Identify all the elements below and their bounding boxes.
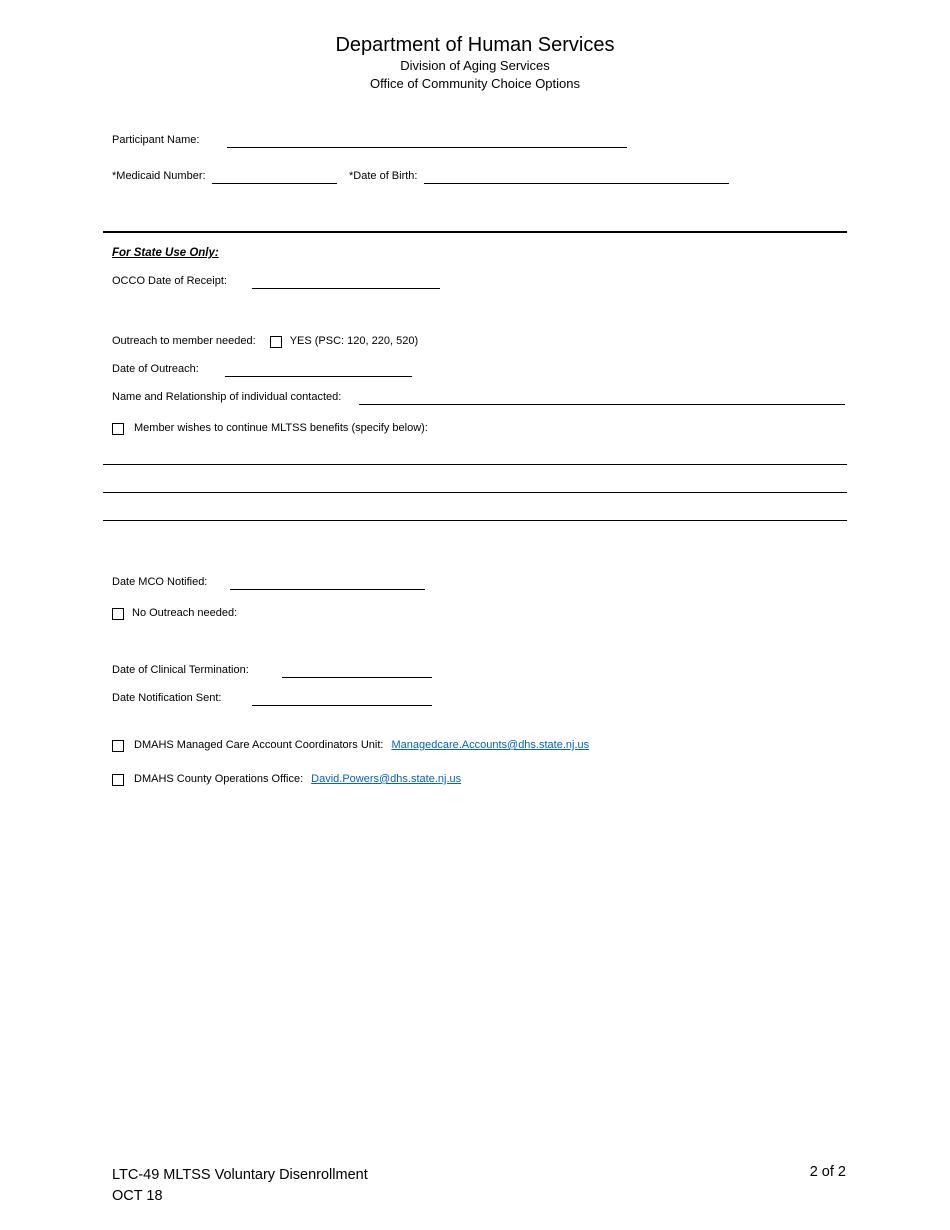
member-wishes-row: [112, 421, 428, 436]
medicaid-number-label: *Medicaid Number:: [112, 170, 206, 182]
date-notification-sent-field[interactable]: [252, 692, 432, 706]
no-outreach-label: No Outreach needed:: [132, 607, 238, 619]
date-of-birth-field[interactable]: [424, 170, 729, 184]
no-outreach-row: [112, 606, 237, 621]
dmahs-county-ops-label: DMAHS County Operations Office:: [134, 773, 304, 785]
date-clinical-termination-label: Date of Clinical Termination:: [112, 664, 249, 676]
occo-receipt-label: OCCO Date of Receipt:: [112, 275, 227, 287]
section-divider: [103, 231, 847, 233]
state-use-heading-row: [112, 246, 219, 261]
contact-row: [112, 390, 845, 405]
contact-label: Name and Relationship of individual contacted:: [112, 391, 342, 403]
date-mco-notified-field[interactable]: [230, 576, 425, 590]
specify-writein-line-3[interactable]: [103, 520, 847, 522]
participant-name-row: [112, 133, 627, 148]
footer-page-indicator: 2 of 2: [809, 1164, 846, 1180]
specify-writein-line-2[interactable]: [103, 492, 847, 494]
dmahs-county-ops-row: [112, 772, 461, 787]
date-notification-sent-label: Date Notification Sent:: [112, 692, 222, 704]
contact-field[interactable]: [359, 391, 845, 405]
dmahs-managed-care-row: [112, 738, 589, 753]
office-subtitle: Office of Community Choice Options: [369, 76, 580, 91]
date-of-birth-label: *Date of Birth:: [349, 170, 418, 182]
occo-receipt-row: [112, 274, 440, 289]
state-use-heading: For State Use Only:: [112, 247, 219, 259]
footer-revision-date: OCT 18: [112, 1188, 163, 1204]
dmahs-managed-care-checkbox[interactable]: [112, 740, 124, 752]
footer-form-info: [112, 1165, 368, 1207]
participant-name-field[interactable]: [227, 134, 627, 148]
date-clinical-termination-field[interactable]: [282, 664, 432, 678]
date-of-outreach-field[interactable]: [225, 363, 412, 377]
dmahs-county-ops-checkbox[interactable]: [112, 774, 124, 786]
date-mco-notified-label: Date MCO Notified:: [112, 576, 208, 588]
member-wishes-label: Member wishes to continue MLTSS benefits (specify below):: [134, 422, 428, 434]
occo-receipt-field[interactable]: [252, 275, 440, 289]
member-wishes-checkbox[interactable]: [112, 423, 124, 435]
outreach-yes-label: YES (PSC: 120, 220, 520): [289, 335, 419, 347]
outreach-yes-checkbox[interactable]: [270, 336, 282, 348]
date-of-outreach-row: [112, 362, 412, 377]
outreach-needed-label: Outreach to member needed:: [112, 335, 256, 347]
date-mco-notified-row: [112, 575, 425, 590]
dmahs-managed-care-email-link[interactable]: Managedcare.Accounts@dhs.state.nj.us: [391, 739, 590, 751]
medicaid-dob-row: [112, 169, 729, 184]
form-header: [0, 33, 950, 93]
date-of-outreach-label: Date of Outreach:: [112, 363, 199, 375]
dmahs-county-ops-email-link[interactable]: David.Powers@dhs.state.nj.us: [311, 773, 462, 785]
date-notification-sent-row: [112, 691, 432, 706]
specify-writein-line-1[interactable]: [103, 464, 847, 466]
no-outreach-checkbox[interactable]: [112, 608, 124, 620]
date-clinical-termination-row: [112, 663, 432, 678]
dmahs-managed-care-label: DMAHS Managed Care Account Coordinators Unit:: [134, 739, 384, 751]
outreach-needed-row: [112, 334, 418, 349]
division-subtitle: Division of Aging Services: [400, 58, 550, 73]
agency-title: Department of Human Services: [335, 34, 615, 56]
participant-name-label: Participant Name:: [112, 134, 200, 146]
footer-form-number: LTC-49 MLTSS Voluntary Disenrollment: [112, 1167, 368, 1183]
medicaid-number-field[interactable]: [212, 170, 337, 184]
